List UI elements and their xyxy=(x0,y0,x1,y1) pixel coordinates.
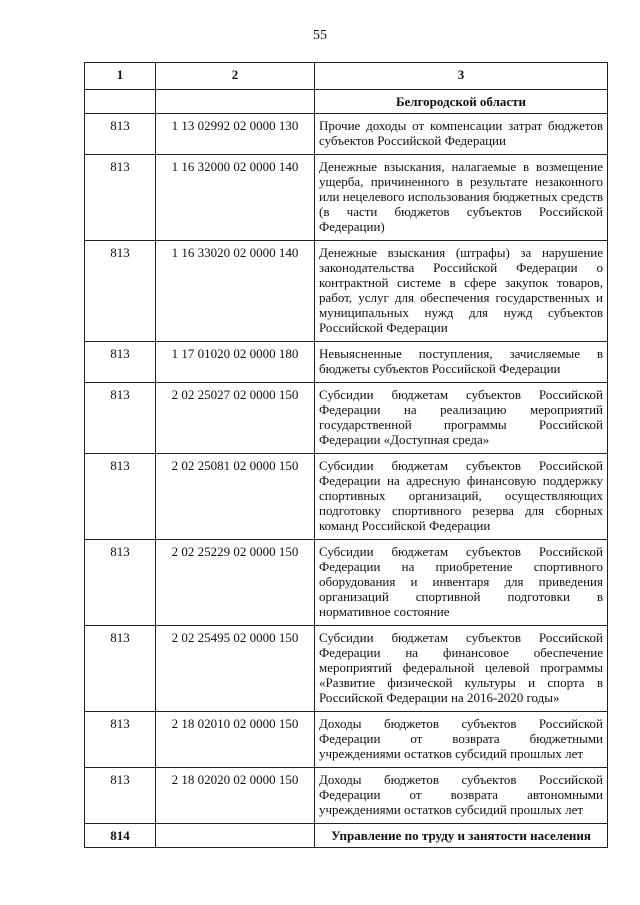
admin-code-cell: 813 xyxy=(85,540,156,626)
income-name-cell: Доходы бюджетов субъектов Российской Федерации от возврата бюджетными учреждениями остатков субсидий прошлых лет xyxy=(315,712,608,768)
agency-admin-code: 814 xyxy=(85,824,156,848)
header-col-3: 3 xyxy=(315,63,608,90)
table-header-row xyxy=(85,63,608,90)
budget-code-cell: 2 02 25081 02 0000 150 xyxy=(156,454,315,540)
header-col-2: 2 xyxy=(156,63,315,90)
admin-code-cell: 813 xyxy=(85,383,156,454)
section-empty-cell-2 xyxy=(156,90,315,114)
income-name-cell: Субсидии бюджетам субъектов Российской Федерации на приобретение спортивного оборудования и инвентаря для приведения организаций спортивной подготовки в нормативное состояние xyxy=(315,540,608,626)
agency-header-row xyxy=(85,824,608,848)
section-title-row xyxy=(85,90,608,114)
admin-code-cell: 813 xyxy=(85,768,156,824)
income-name-cell: Прочие доходы от компенсации затрат бюджетов субъектов Российской Федерации xyxy=(315,114,608,155)
agency-code-cell xyxy=(156,824,315,848)
budget-code-cell: 2 18 02010 02 0000 150 xyxy=(156,712,315,768)
table-row xyxy=(85,768,608,824)
table-row xyxy=(85,114,608,155)
admin-code-cell: 813 xyxy=(85,712,156,768)
table-row xyxy=(85,454,608,540)
admin-code-cell: 813 xyxy=(85,342,156,383)
budget-code-cell: 2 02 25495 02 0000 150 xyxy=(156,626,315,712)
income-name-cell: Доходы бюджетов субъектов Российской Федерации от возврата автономными учреждениями остатков субсидий прошлых лет xyxy=(315,768,608,824)
income-name-cell: Денежные взыскания (штрафы) за нарушение законодательства Российской Федерации о контрактной системе в сфере закупок товаров, работ, услуг для обеспечения государственных и муниципальных нужд для нужд субъектов Российской Федерации xyxy=(315,241,608,342)
section-title: Белгородской области xyxy=(315,90,608,114)
budget-code-cell: 2 18 02020 02 0000 150 xyxy=(156,768,315,824)
budget-code-cell: 1 13 02992 02 0000 130 xyxy=(156,114,315,155)
income-name-cell: Субсидии бюджетам субъектов Российской Федерации на адресную финансовую поддержку спортивных организаций, осуществляющих подготовку спортивного резерва для сборных команд Российской Федерации xyxy=(315,454,608,540)
table-row xyxy=(85,626,608,712)
admin-code-cell: 813 xyxy=(85,454,156,540)
admin-code-cell: 813 xyxy=(85,114,156,155)
agency-title: Управление по труду и занятости населения xyxy=(315,824,608,848)
table-row xyxy=(85,383,608,454)
income-name-cell: Денежные взыскания, налагаемые в возмещение ущерба, причиненного в результате незаконного или нецелевого использования бюджетных средств (в части бюджетов субъектов Российской Федерации) xyxy=(315,155,608,241)
table-row xyxy=(85,155,608,241)
admin-code-cell: 813 xyxy=(85,241,156,342)
budget-code-cell: 1 16 32000 02 0000 140 xyxy=(156,155,315,241)
admin-code-cell: 813 xyxy=(85,155,156,241)
header-col-1: 1 xyxy=(85,63,156,90)
income-name-cell: Субсидии бюджетам субъектов Российской Федерации на реализацию мероприятий государственной программы Российской Федерации «Доступная среда» xyxy=(315,383,608,454)
table-row xyxy=(85,540,608,626)
budget-code-cell: 1 16 33020 02 0000 140 xyxy=(156,241,315,342)
admin-code-cell: 813 xyxy=(85,626,156,712)
table-row xyxy=(85,241,608,342)
budget-codes-table xyxy=(84,62,608,848)
table-row xyxy=(85,342,608,383)
page-number: 55 xyxy=(313,28,327,43)
table-row xyxy=(85,712,608,768)
budget-code-cell: 2 02 25027 02 0000 150 xyxy=(156,383,315,454)
section-empty-cell-1 xyxy=(85,90,156,114)
budget-code-cell: 2 02 25229 02 0000 150 xyxy=(156,540,315,626)
income-name-cell: Субсидии бюджетам субъектов Российской Федерации на финансовое обеспечение мероприятий федеральной целевой программы «Развитие физической культуры и спорта в Российской Федерации на 2016-2020 годы» xyxy=(315,626,608,712)
budget-code-cell: 1 17 01020 02 0000 180 xyxy=(156,342,315,383)
income-name-cell: Невыясненные поступления, зачисляемые в бюджеты субъектов Российской Федерации xyxy=(315,342,608,383)
